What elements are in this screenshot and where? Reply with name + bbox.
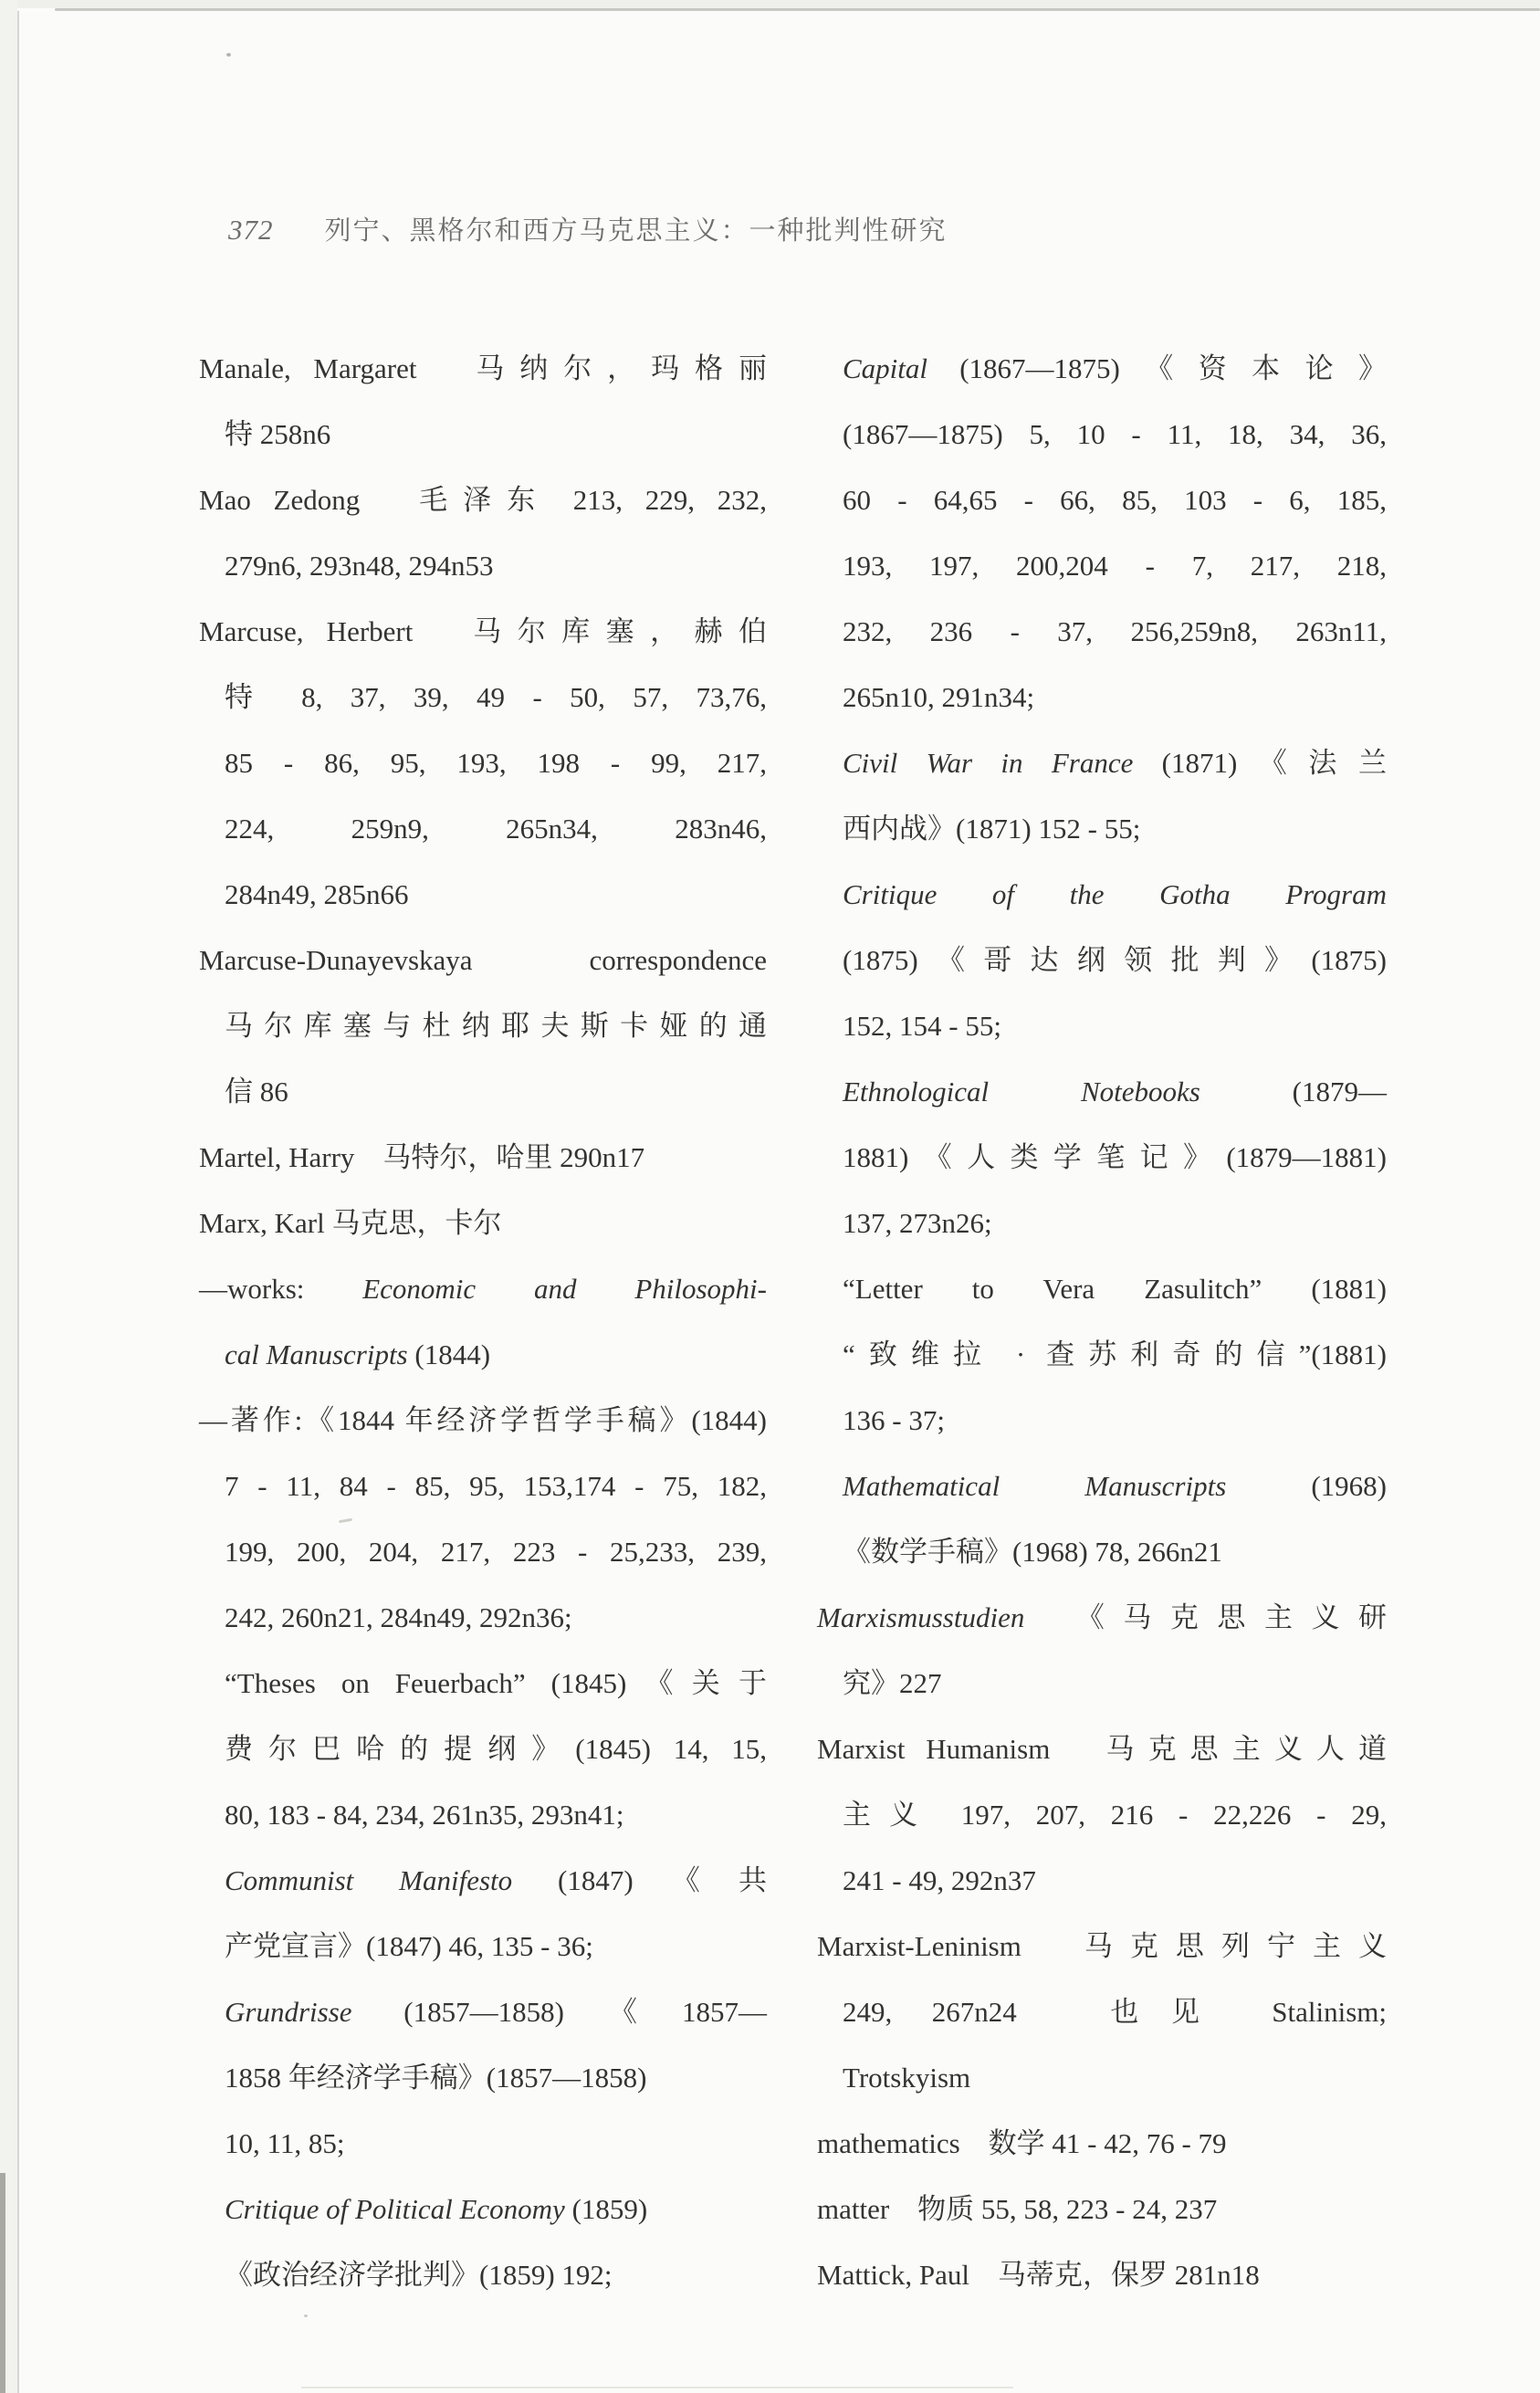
index-line [817,1059,1387,1125]
index-line [817,402,1387,467]
index-line [817,2242,1387,2308]
index-text: (1871)《法兰 [1161,747,1387,779]
work-title: Critique of the Gotha Program [843,878,1387,910]
index-text: 特 8, 37, 39, 49 - 50, 57, 73,76, [225,681,767,713]
work-title: Ethnological Notebooks [843,1076,1293,1107]
index-line [817,1914,1387,1979]
index-text: 137, 273n26; [843,1207,992,1239]
scan-left-edge [17,11,19,2393]
index-line [817,1585,1387,1651]
index-line [199,993,767,1059]
index-text: 284n49, 285n66 [225,878,409,910]
index-line [817,1256,1387,1322]
index-line [817,1979,1387,2045]
index-line [817,796,1387,862]
index-line [199,599,767,665]
page-number: 372 [228,214,274,246]
index-text: (1968) [1311,1470,1387,1502]
index-line [817,1454,1387,1519]
index-text: matter 物质 55, 58, 223 - 24, 237 [817,2193,1218,2225]
index-text: 10, 11, 85; [225,2127,345,2159]
index-text: Marcuse-Dunayevskaya correspondence [199,944,767,976]
index-line [817,2177,1387,2242]
scan-top-strip [0,0,1540,8]
index-text: Marxist Humanism 马克思主义人道 [817,1733,1387,1765]
index-text: 7 - 11, 84 - 85, 95, 153,174 - 75, 182, [225,1470,767,1502]
index-line [817,730,1387,796]
index-text: 85 - 86, 95, 193, 198 - 99, 217, [225,747,767,779]
work-title: Civil War in France [843,747,1162,779]
scan-left-edge-shadow [0,2173,5,2393]
index-line [817,1848,1387,1914]
index-text: 199, 200, 204, 217, 223 - 25,233, 239, [225,1536,767,1568]
index-line [817,1651,1387,1716]
scan-bottom-edge [301,2387,1013,2388]
index-text: (1844) [414,1338,491,1370]
index-text: (1847)《共 [558,1864,767,1896]
index-line [199,1716,767,1782]
index-text: 80, 183 - 84, 234, 261n35, 293n41; [225,1799,624,1831]
index-text: Marxist-Leninism 马克思列宁主义 [817,1930,1387,1962]
index-text: 《政治经济学批判》(1859) 192; [225,2259,613,2291]
index-line [817,533,1387,599]
index-text: 152, 154 - 55; [843,1010,1001,1042]
index-line [199,796,767,862]
index-line [199,1322,767,1388]
index-text: 主义 197, 207, 216 - 22,226 - 29, [843,1799,1387,1831]
index-text: 特 258n6 [225,418,331,450]
index-line [199,1125,767,1191]
index-column-left [199,336,767,2308]
index-text: “Letter to Vera Zasulitch” (1881) [843,1273,1387,1305]
index-text: mathematics 数学 41 - 42, 76 - 79 [817,2127,1227,2159]
index-text: (1857—1858)《1857— [403,1996,767,2028]
scan-left-margin [0,0,17,2393]
index-text: 1881)《人类学笔记》(1879—1881) [843,1141,1387,1173]
index-line [199,1256,767,1322]
index-text: (1867—1875) 5, 10 - 11, 18, 34, 36, [843,418,1387,450]
index-line [199,2045,767,2111]
index-text: Mattick, Paul 马蒂克，保罗 281n18 [817,2259,1260,2291]
index-line [199,1914,767,1979]
index-line [199,467,767,533]
index-line [199,2242,767,2308]
index-line [199,1979,767,2045]
index-text: 费尔巴哈的提纲》(1845) 14, 15, [225,1733,767,1765]
index-text: 249, 267n24 也见 Stalinism; [843,1996,1387,2028]
index-text: 136 - 37; [843,1404,945,1436]
index-line [817,862,1387,928]
index-line [817,1388,1387,1454]
index-line [199,1651,767,1716]
index-line [817,336,1387,402]
scan-speck [226,53,231,57]
index-text: (1859) [571,2193,648,2225]
index-text: 193, 197, 200,204 - 7, 217, 218, [843,550,1387,582]
index-text: 产党宣言》(1847) 46, 135 - 36; [225,1930,593,1962]
index-line [817,2111,1387,2177]
index-text: —著作:《1844 年经济学哲学手稿》(1844) [199,1404,767,1436]
work-title: Grundrisse [225,1996,404,2028]
running-title: 列宁、黑格尔和西方马克思主义：一种批判性研究 [324,216,948,246]
index-text: Marx, Karl 马克思，卡尔 [199,1207,502,1239]
index-line [199,2111,767,2177]
work-title: Marxismusstudien [817,1601,1025,1633]
index-line [199,533,767,599]
index-text: 西内战》(1871) 152 - 55; [843,813,1141,845]
work-title: Critique of Political Economy [225,2193,572,2225]
index-text: Manale, Margaret 马纳尔，玛格丽 [199,352,767,384]
work-title: Capital [843,352,960,384]
index-line [817,1782,1387,1848]
index-text: 60 - 64,65 - 66, 85, 103 - 6, 185, [843,484,1387,516]
index-text: 224, 259n9, 265n34, 283n46, [225,813,767,845]
index-text: Mao Zedong 毛泽东 213, 229, 232, [199,484,767,516]
index-text: 1858 年经济学手稿》(1857—1858) [225,2062,647,2094]
work-title: Communist Manifesto [225,1864,559,1896]
index-line [199,336,767,402]
index-line [817,599,1387,665]
index-text: “致维拉 · 查苏利奇的信”(1881) [843,1338,1387,1370]
index-line [817,1322,1387,1388]
running-head [228,210,948,247]
index-line [199,1519,767,1585]
index-text: 《数学手稿》(1968) 78, 266n21 [843,1536,1222,1568]
index-text: Marcuse, Herbert 马尔库塞，赫伯 [199,615,767,647]
index-line [817,1191,1387,1256]
index-line [817,665,1387,730]
index-line [199,402,767,467]
index-text: (1879— [1292,1076,1387,1107]
index-line [199,1388,767,1454]
index-line [817,467,1387,533]
index-line [199,862,767,928]
index-column-right [817,336,1387,2308]
index-text: Martel, Harry 马特尔，哈里 290n17 [199,1141,645,1173]
index-line [199,1782,767,1848]
index-text: 241 - 49, 292n37 [843,1864,1036,1896]
index-text: Trotskyism [843,2062,971,2094]
index-text: (1867—1875)《资本论》 [959,352,1387,384]
index-line [199,2177,767,2242]
index-text: (1875)《哥达纲领批判》(1875) [843,944,1387,976]
index-text: 究》227 [843,1667,942,1699]
index-line [199,1585,767,1651]
index-text: 马尔库塞与杜纳耶夫斯卡娅的通 [225,1010,767,1042]
index-text: “Theses on Feuerbach” (1845)《关于 [225,1667,767,1699]
index-line [199,1848,767,1914]
index-text: 279n6, 293n48, 294n53 [225,550,494,582]
scan-speck [304,2314,308,2317]
index-line [817,993,1387,1059]
index-line [817,2045,1387,2111]
index-text: —works: [199,1273,363,1305]
index-text: 信 86 [225,1076,288,1107]
index-text: 232, 236 - 37, 256,259n8, 263n11, [843,615,1387,647]
index-line [817,1519,1387,1585]
index-line [199,1191,767,1256]
work-title: Mathematical Manuscripts [843,1470,1312,1502]
index-text: 《马克思主义研 [1024,1601,1387,1633]
scan-top-edge [55,8,1540,11]
index-line [199,665,767,730]
index-text: 242, 260n21, 284n49, 292n36; [225,1601,572,1633]
index-line [199,928,767,993]
index-line [817,1125,1387,1191]
work-title: Economic and Philosophi- [362,1273,767,1305]
index-line [199,730,767,796]
index-line [817,1716,1387,1782]
index-line [199,1454,767,1519]
index-text: 265n10, 291n34; [843,681,1035,713]
index-line [817,928,1387,993]
index-line [199,1059,767,1125]
work-title: cal Manuscripts [225,1338,415,1370]
